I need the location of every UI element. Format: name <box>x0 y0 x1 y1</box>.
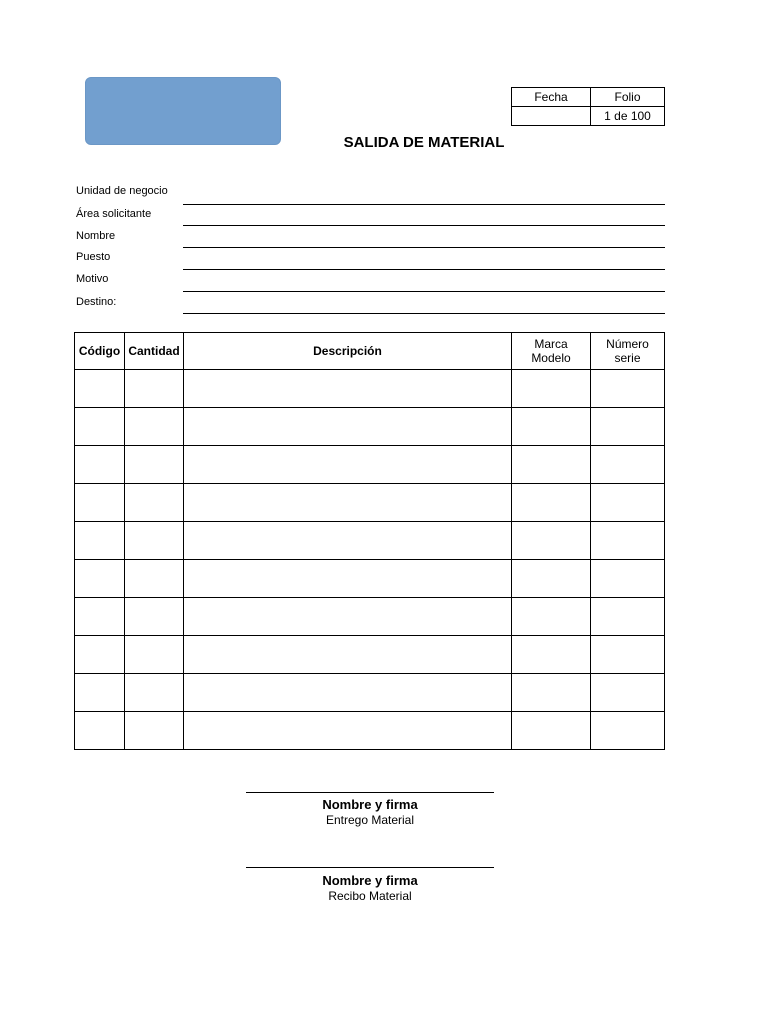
table-row <box>75 370 665 408</box>
table-cell[interactable] <box>512 484 591 522</box>
table-cell[interactable] <box>125 636 184 674</box>
col-descripcion: Descripción <box>184 333 512 370</box>
field-label-area: Área solicitante <box>76 208 152 220</box>
table-row <box>75 522 665 560</box>
field-line-puesto[interactable] <box>183 269 665 270</box>
folio-header: Folio <box>591 88 665 107</box>
col-codigo: Código <box>75 333 125 370</box>
signature-title-entrego: Nombre y firma <box>322 797 418 812</box>
table-cell[interactable] <box>591 446 665 484</box>
table-cell[interactable] <box>512 408 591 446</box>
table-cell[interactable] <box>184 636 512 674</box>
table-cell[interactable] <box>75 560 125 598</box>
field-line-destino[interactable] <box>183 313 665 314</box>
fecha-value[interactable] <box>512 107 591 126</box>
table-cell[interactable] <box>125 484 184 522</box>
field-label-destino: Destino: <box>76 296 117 308</box>
table-cell[interactable] <box>75 484 125 522</box>
table-row <box>75 712 665 750</box>
table-cell[interactable] <box>184 674 512 712</box>
signature-subtitle-recibo: Recibo Material <box>328 889 412 903</box>
table-cell[interactable] <box>184 560 512 598</box>
table-cell[interactable] <box>125 598 184 636</box>
table-cell[interactable] <box>512 522 591 560</box>
table-cell[interactable] <box>591 522 665 560</box>
table-cell[interactable] <box>75 674 125 712</box>
table-cell[interactable] <box>591 408 665 446</box>
table-cell[interactable] <box>75 408 125 446</box>
field-line-motivo[interactable] <box>183 291 665 292</box>
field-label-motivo: Motivo <box>76 273 109 285</box>
table-cell[interactable] <box>125 446 184 484</box>
table-row <box>75 636 665 674</box>
table-row <box>75 674 665 712</box>
table-cell[interactable] <box>184 446 512 484</box>
field-line-unidad[interactable] <box>183 204 665 205</box>
fecha-header: Fecha <box>512 88 591 107</box>
folio-table <box>511 87 665 126</box>
table-cell[interactable] <box>75 446 125 484</box>
table-cell[interactable] <box>184 484 512 522</box>
field-label-nombre: Nombre <box>76 230 116 242</box>
table-cell[interactable] <box>75 598 125 636</box>
col-numero-serie <box>591 333 665 370</box>
col-marca-modelo <box>512 333 591 370</box>
table-cell[interactable] <box>75 370 125 408</box>
signature-title-recibo: Nombre y firma <box>322 873 418 888</box>
signature-subtitle-entrego: Entrego Material <box>325 813 415 827</box>
field-label-puesto: Puesto <box>76 251 111 263</box>
table-cell[interactable] <box>512 674 591 712</box>
table-cell[interactable] <box>75 522 125 560</box>
table-cell[interactable] <box>591 636 665 674</box>
table-cell[interactable] <box>512 598 591 636</box>
items-table <box>74 332 665 750</box>
table-cell[interactable] <box>125 560 184 598</box>
col-numero: Número <box>606 337 649 351</box>
field-line-area[interactable] <box>183 225 665 226</box>
table-cell[interactable] <box>125 522 184 560</box>
table-cell[interactable] <box>184 712 512 750</box>
table-cell[interactable] <box>591 598 665 636</box>
table-cell[interactable] <box>184 408 512 446</box>
table-row <box>75 446 665 484</box>
table-row <box>75 598 665 636</box>
table-cell[interactable] <box>591 370 665 408</box>
table-cell[interactable] <box>125 674 184 712</box>
table-cell[interactable] <box>184 522 512 560</box>
field-label-unidad: Unidad de negocio <box>76 185 168 197</box>
table-row <box>75 560 665 598</box>
table-row <box>75 408 665 446</box>
table-cell[interactable] <box>591 674 665 712</box>
field-line-nombre[interactable] <box>183 247 665 248</box>
signature-line-entrego[interactable] <box>246 792 494 793</box>
table-cell[interactable] <box>512 560 591 598</box>
table-cell[interactable] <box>125 408 184 446</box>
table-cell[interactable] <box>591 484 665 522</box>
table-cell[interactable] <box>184 598 512 636</box>
table-cell[interactable] <box>512 712 591 750</box>
table-cell[interactable] <box>591 560 665 598</box>
table-cell[interactable] <box>75 636 125 674</box>
col-serie: serie <box>614 351 641 365</box>
folio-value: 1 de 100 <box>591 107 665 126</box>
table-cell[interactable] <box>512 370 591 408</box>
col-marca: Marca <box>534 337 568 351</box>
page-title: SALIDA DE MATERIAL <box>343 134 505 151</box>
col-modelo: Modelo <box>531 351 571 365</box>
table-cell[interactable] <box>75 712 125 750</box>
table-row <box>75 484 665 522</box>
col-cantidad: Cantidad <box>125 333 184 370</box>
logo-placeholder <box>85 77 281 145</box>
table-cell[interactable] <box>591 712 665 750</box>
table-cell[interactable] <box>184 370 512 408</box>
table-cell[interactable] <box>512 446 591 484</box>
table-cell[interactable] <box>125 712 184 750</box>
table-cell[interactable] <box>512 636 591 674</box>
table-cell[interactable] <box>125 370 184 408</box>
signature-line-recibo[interactable] <box>246 867 494 868</box>
